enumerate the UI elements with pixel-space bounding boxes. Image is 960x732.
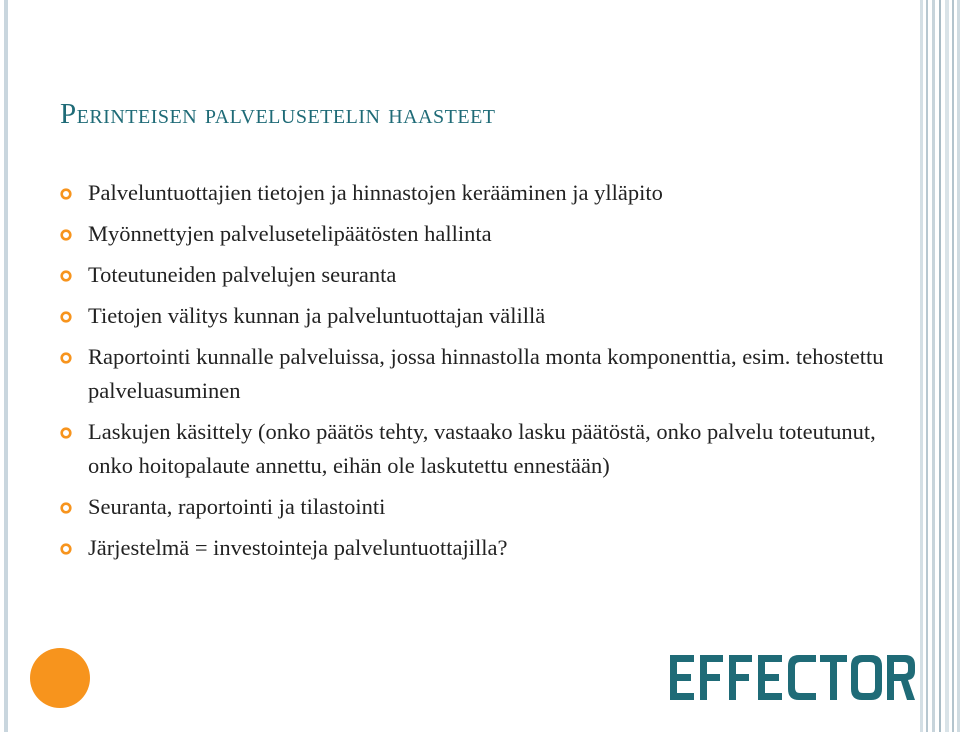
bullet-text: Järjestelmä = investointeja palveluntuottajilla? xyxy=(88,535,508,560)
bullet-text: Seuranta, raportointi ja tilastointi xyxy=(88,494,386,519)
orange-ring-bullet-icon xyxy=(60,311,72,323)
orange-ring-bullet-icon xyxy=(60,502,72,514)
bullet-item xyxy=(60,299,900,333)
bullet-list xyxy=(60,176,900,572)
orange-ring-bullet-icon xyxy=(60,427,72,439)
right-decorative-stripes xyxy=(920,0,960,732)
orange-circle-decoration xyxy=(30,648,90,708)
bullet-item xyxy=(60,490,900,524)
orange-ring-bullet-icon xyxy=(60,352,72,364)
left-decorative-stripe xyxy=(4,0,8,732)
orange-ring-bullet-icon xyxy=(60,229,72,241)
effector-logo xyxy=(670,655,915,700)
bullet-text: Raportointi kunnalle palveluissa, jossa hinnastolla monta komponenttia, esim. tehostettu palveluasuminen xyxy=(88,344,884,403)
bullet-text: Tietojen välitys kunnan ja palveluntuottajan välillä xyxy=(88,303,546,328)
bullet-text: Laskujen käsittely (onko päätös tehty, vastaako lasku päätöstä, onko palvelu toteutunut, onko hoitopalaute annettu, eihän ole laskutettu ennestään) xyxy=(88,419,876,478)
bullet-item xyxy=(60,340,900,408)
orange-ring-bullet-icon xyxy=(60,270,72,282)
bullet-text: Myönnettyjen palvelusetelipäätösten hallinta xyxy=(88,221,492,246)
bullet-item xyxy=(60,415,900,483)
bullet-text: Toteutuneiden palvelujen seuranta xyxy=(88,262,397,287)
bullet-item xyxy=(60,176,900,210)
slide-title: Perinteisen palvelusetelin haasteet xyxy=(60,98,496,130)
orange-ring-bullet-icon xyxy=(60,188,72,200)
bullet-text: Palveluntuottajien tietojen ja hinnastojen kerääminen ja ylläpito xyxy=(88,180,663,205)
orange-ring-bullet-icon xyxy=(60,543,72,555)
bullet-item xyxy=(60,217,900,251)
bullet-item xyxy=(60,258,900,292)
bullet-item xyxy=(60,531,900,565)
